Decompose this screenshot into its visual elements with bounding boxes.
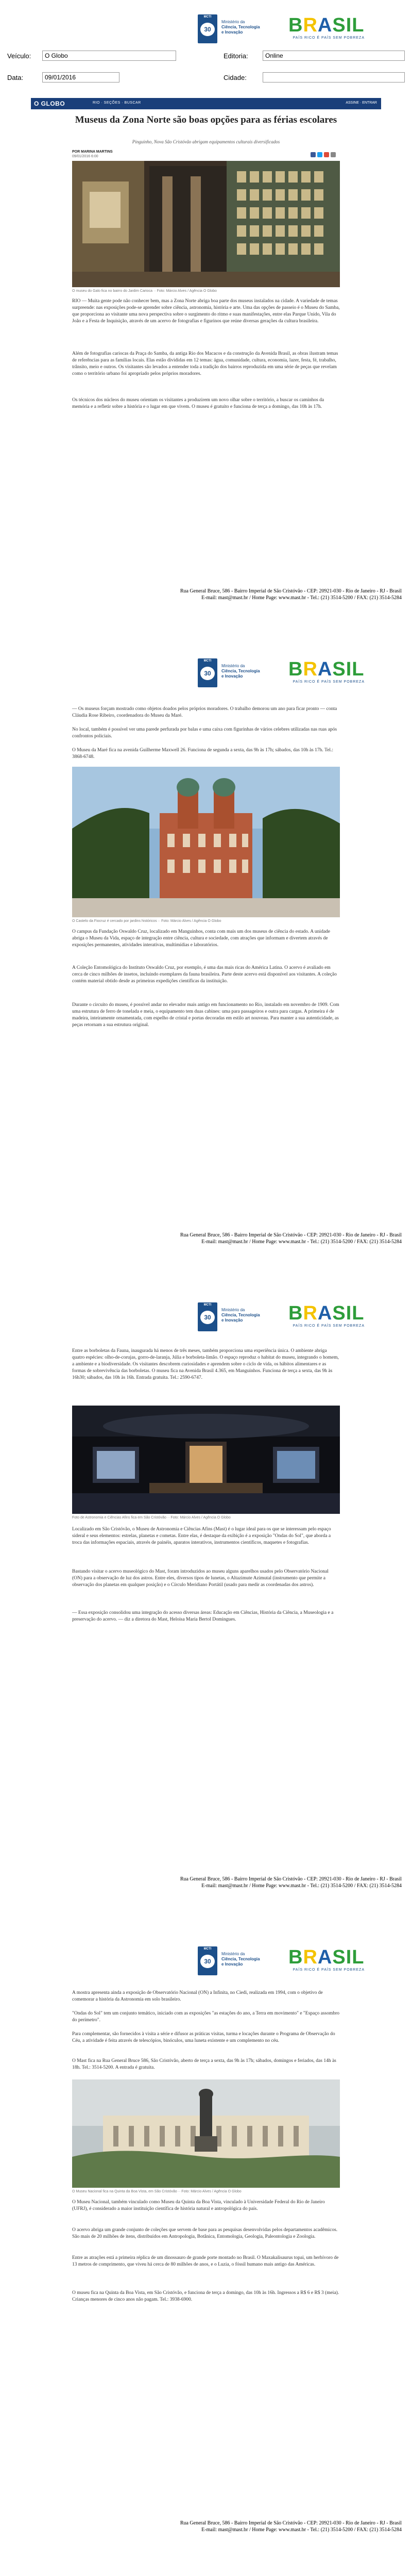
ministry-name: Ministério da Ciência, Tecnologia e Inovação — [221, 1308, 260, 1323]
brasil-government-logo: BRASIL PAÍS RICO É PAÍS SEM POBREZA — [288, 1302, 365, 1328]
brasil-government-logo: BRASIL PAÍS RICO É PAÍS SEM POBREZA — [288, 658, 365, 684]
ministry-name: Ministério da Ciência, Tecnologia e Inovação — [221, 1952, 260, 1967]
article-paragraph-1: RIO — Muita gente pode não conhecer bem, mas a Zona Norte abriga boa parte dos museus instalados na cidade. A variedade de temas surpreende: nas exposições pode-se aprender sobre ciência, astronomia, história e arte. Uma das opções de passeio é o Museu do Samba, que proporciona ao visitante uma nova perspectiva sobre o surgimento do ritmo e suas manifestações, entre elas Parque Unido, Vila do João e a Festa de Inquisição, através de um acervo de fotografias e figurinos que reúne diversas gerações da cultura brasileira. — [72, 299, 340, 324]
letterhead-footer: Rua General Bruce, 586 - Bairro Imperial de São Cristóvão - CEP: 20921-030 - Rio de Janeiro - RJ - Brasil E-mail: mast@mast.br / Home Page: www.mast.br - Tel.: (21) 3514-5200 / FAX: (21) 3514-5284 — [180, 2520, 402, 2533]
document-page-4 — [0, 1932, 412, 2576]
article-paragraph-21: O museu fica na Quinta da Boa Vista, em São Cristóvão, e funciona de terça a domingo, das 10h às 16h. Ingressos a R$ 6 e R$ 3 (meia). Crianças menores de cinco anos não pagam. Tel.: 3938-6900. — [72, 2290, 339, 2302]
article-standfirst: Pinguinho, Nova São Cristóvão abrigam equipamentos culturais diversificados — [132, 139, 280, 144]
document-page-2 — [0, 644, 412, 1288]
mcti-30-logo: MCTI 30 — [198, 14, 217, 43]
newspaper-nav-items: RIO · SEÇÕES · BUSCAR — [93, 101, 141, 105]
newspaper-brand: O GLOBO — [34, 100, 65, 107]
article-paragraph-4: — Os museus forçam mostrado como objetos doados pelos próprios moradores. O trabalho demorou um ano para ficar pronto — conta Cláudia Rose Ribeiro, coordenadora do Museu da Maré. — [72, 706, 337, 718]
mcti-30-logo: MCTI 30 — [198, 1302, 217, 1331]
article-paragraph-14: A mostra apresenta ainda a exposição de Observatório Nacional (ON) a Infinita, no Ciedi, realizada em 1994, com o objetivo de comemorar a história da Astronomia em solo brasileiro. — [72, 1990, 323, 2002]
photo-caption-1: O museu do Galo fica no bairro do Jardim Carioca ·· Foto: Márcio Alves / Agência O Globo — [72, 289, 217, 293]
article-paragraph-19: O acervo abriga um grande conjunto de coleções que servem de base para as pesquisas desenvolvidas pelos departamentos acadêmicos. São mais de 20 milhões de itens, distribuídos em Antropologia, Botânica, Entomologia, Geologia, Paleontologia e Zoologia. — [72, 2227, 338, 2239]
editoria-field[interactable]: Online — [263, 51, 405, 61]
article-paragraph-10: Entre as borboletas da Fauna, inaugurada há menos de três meses, também proporciona uma experiência única. O ambiente abriga quatro espécies: olho-de-corujas, gorro-de-laranja, Júlia e borboleta-limão. O espaço reproduz o habitat do museu, integrando o homem, a ambiente e a biodiversidade. Os visitantes descobrem curiosidades e aprendem sobre o ciclo de vida, os hábitos alimentares e as formas de sobrevivência das borboletas. O museu fica na Avenida Brasil 4.365, em Manguinhos. Funciona de terça a sexta, das 9h às 16h30; sábados, das 10h às 16h. Entrada gratuita. Tel.: 2590-6747. — [72, 1348, 339, 1380]
article-byline: POR MARINA MARTINS 09/01/2016 6:00 — [72, 150, 113, 158]
article-photo-museu-nacional — [72, 2079, 340, 2188]
brasil-government-logo: BRASIL PAÍS RICO É PAÍS SEM POBREZA — [288, 1946, 365, 1972]
veiculo-label: Veículo: — [7, 52, 31, 60]
article-paragraph-3: Os técnicos dos núcleos do museu orientam os visitantes a produzirem um novo olhar sobre o território, a buscar os caminhos da memória e a refletir sobre a história e o lugar em que vivem. O museu é gratuito e funciona de terça a domingo, das 10h às 17h. — [72, 398, 324, 409]
article-paragraph-5: No local, também é possível ver uma parede perfurada por balas e uma caixa com figurinhas de vários celebres utilizadas nas ruas após confrontos policiais. — [72, 727, 337, 739]
data-field[interactable]: 09/01/2016 — [42, 72, 119, 82]
article-photo-mast-exhibit — [72, 1406, 340, 1514]
email-icon[interactable] — [331, 152, 336, 157]
editoria-label: Editoria: — [224, 52, 248, 60]
google-plus-icon[interactable] — [324, 152, 329, 157]
article-paragraph-9: Durante o circuito do museu, é possível andar no elevador mais antigo em funcionamento no Rio, instalado em novembro de 1909. Com uma estrutura de ferro de tonelada e meia, o equipamento tem duas cabines: uma para passageiros e outra para cargas. A primeira é de madeira, inteiramente ornamentada, com espelho de cristal e portas decoradas em estilo art nouveau. Para manter a sua autenticidade, as peças retornam a sua estrutura original. — [72, 1002, 339, 1028]
photo-caption-3: Foto de Astronomia e Ciências Afins fica em São Cristóvão ·· Foto: Márcio Alves / Agência O Globo — [72, 1516, 231, 1520]
letterhead — [0, 11, 412, 47]
article-paragraph-13: — Essa exposição consolidou uma integração do acesso diversas áreas: Educação em Ciências, História da Ciência, a Museologia e a preservação do acervo. — diz a diretora do Mast, Heloisa Maria Bertol Domingues. — [72, 1610, 334, 1622]
article-paragraph-6: O Museu da Maré fica na avenida Guilherme Maxwell 26. Funciona de segunda a sexta, das 9h às 17h; sábados, das 10h às 17h. Tel.: 3868-6748. — [72, 748, 334, 759]
letterhead — [0, 655, 412, 691]
article-paragraph-11: Localizado em São Cristóvão, o Museu de Astronomia e Ciências Afins (Mast) é o lugar ideal para os que se interessam pelo espaço sideral e seus elementos: estrelas, planetas e cometas. Entre elas, é destaque da exibição é a exposição "Ondas do Sol", que aborda a troca das informações espaciais, através de painéis, aparatos interativos, instrumentos científicos, maquetes e fotografias. — [72, 1527, 331, 1545]
data-label: Data: — [7, 74, 24, 81]
document-page-3 — [0, 1288, 412, 1932]
letterhead-footer: Rua General Bruce, 586 - Bairro Imperial de São Cristóvão - CEP: 20921-030 - Rio de Janeiro - RJ - Brasil E-mail: mast@mast.br / Home Page: www.mast.br - Tel.: (21) 3514-5200 / FAX: (21) 3514-5284 — [180, 1876, 402, 1889]
share-icons — [309, 151, 340, 157]
cidade-field[interactable] — [263, 72, 405, 82]
brasil-government-logo: BRASIL PAÍS RICO É PAÍS SEM POBREZA — [288, 14, 365, 40]
article-headline: Museus da Zona Norte são boas opções para as férias escolares — [75, 114, 337, 125]
document-page-1 — [0, 0, 412, 644]
article-paragraph-20: Entre as atrações está a primeira réplica de um dinossauro de grande porte montado no Brasil. O Maxakalisaurus topai, um herbívoro de 13 metros de comprimento, que viveu há cerca de 80 milhões de anos, e o Luzia, o fóssil humano mais antigo das Américas. — [72, 2255, 339, 2267]
article-paragraph-18: O Museu Nacional, também vinculado como Museu da Quinta da Boa Vista, vinculado à Universidade Federal do Rio de Janeiro (UFRJ), é considerado a maior instituição científica de história natural e antropológica do país. — [72, 2200, 325, 2211]
photo-caption-4: O Museu Nacional fica na Quinta da Boa Vista, em São Cristóvão ·· Foto: Márcio Alves / Agência O Globo — [72, 2190, 242, 2193]
article-photo-castelo-fiocruz — [72, 767, 340, 917]
twitter-icon[interactable] — [317, 152, 322, 157]
newspaper-account-links: ASSINE · ENTRAR — [346, 101, 377, 105]
letterhead-footer: Rua General Bruce, 586 - Bairro Imperial de São Cristóvão - CEP: 20921-030 - Rio de Janeiro - RJ - Brasil E-mail: mast@mast.br / Home Page: www.mast.br - Tel.: (21) 3514-5200 / FAX: (21) 3514-5284 — [180, 1232, 402, 1245]
facebook-icon[interactable] — [311, 152, 316, 157]
article-paragraph-7: O campus da Fundação Oswaldo Cruz, localizado em Manguinhos, conta com mais um dos museus de ciência do estado. A unidade abriga o Museu da Vida, espaço de integração entre ciência, cultura e sociedade, com atrações que informam e divertem através de exposições permanentes, atividades interativas, multimídias e laboratórios. — [72, 929, 331, 948]
ministry-name: Ministério da Ciência, Tecnologia e Inovação — [221, 20, 260, 35]
article-paragraph-12: Bastando visitar o acervo museológico do Mast, foram introduzidos ao museu alguns aparelhos usados pelo Observatório Nacional (ON) para a observação de luz dos astros. Entre eles, diversos tipos de lunetas, o Altazimute Azimutal (instrumento que permite a observação dos planetas em qualquer posição) e o Círculo Meridiano Portátil (usado para medir as coordenadas dos astros). — [72, 1569, 329, 1588]
letterhead — [0, 1299, 412, 1335]
cidade-label: Cidade: — [224, 74, 247, 81]
mcti-30-logo: MCTI 30 — [198, 658, 217, 687]
article-paragraph-15: "Ondas do Sol" tem um conjunto temático, iniciado com as exposições "as estações do ano, a Terra em movimento" e "Espaço assombro do perímetro". — [72, 2011, 340, 2023]
ministry-name: Ministério da Ciência, Tecnologia e Inovação — [221, 664, 260, 679]
mcti-30-logo: MCTI 30 — [198, 1946, 217, 1975]
article-paragraph-17: O Mast fica na Rua General Bruce 586, São Cristóvão, aberto de terça a sexta, das 9h às 17h; sábados, domingos e feriados, das 14h às 18h. Tel.: 3514-5200. A entrada é gratuita. — [72, 2058, 336, 2070]
newspaper-nav-bar — [31, 98, 381, 109]
letterhead-footer: Rua General Bruce, 586 - Bairro Imperial de São Cristóvão - CEP: 20921-030 - Rio de Janeiro - RJ - Brasil E-mail: mast@mast.br / Home Page: www.mast.br - Tel.: (21) 3514-5200 / FAX: (21) 3514-5284 — [180, 588, 402, 601]
veiculo-field[interactable]: O Globo — [42, 51, 176, 61]
letterhead — [0, 1943, 412, 1979]
photo-caption-2: O Castelo da Fiocruz é cercado por jardins históricos ·· Foto: Márcio Alves / Agência O Globo — [72, 919, 221, 923]
article-paragraph-16: Para complementar, são fornecidos à visita a série e difusor as práticas visitas, turma e locações durante o Programa de Observação do Céu, a atividade é feita através de telescópios, binóculos, uma luneta existente e um complemento no céu. — [72, 2032, 335, 2043]
article-paragraph-8: A Coleção Entomológica do Instituto Oswaldo Cruz, por exemplo, é uma das mais ricas do América Latina. O acervo é avaliado em cerca de cinco milhões de insetos, incluindo exemplares da fauna brasileira. Parte deste acervo está disponível aos visitantes. A coleção contém material obtido desde as primeiras expedições científicas da instituição. — [72, 965, 337, 984]
article-paragraph-2: Além de fotografias cariocas da Praça do Samba, da antiga Rio dos Macacos e da construção da Avenida Brasil, as obras ilustram temas de referências para as famílias locais. Elas estão divididas em 12 temas: água, comunidade, cultura, economia, lazer, festa, fé, trabalho, trânsito, meio e outros. Os visitantes são levados a entender toda a tradição dos bairros reproduzida em uma série de peças que revelam como o território urbano foi apropriado pelos próprios moradores. — [72, 351, 338, 376]
article-photo-museu-galo — [72, 161, 340, 287]
